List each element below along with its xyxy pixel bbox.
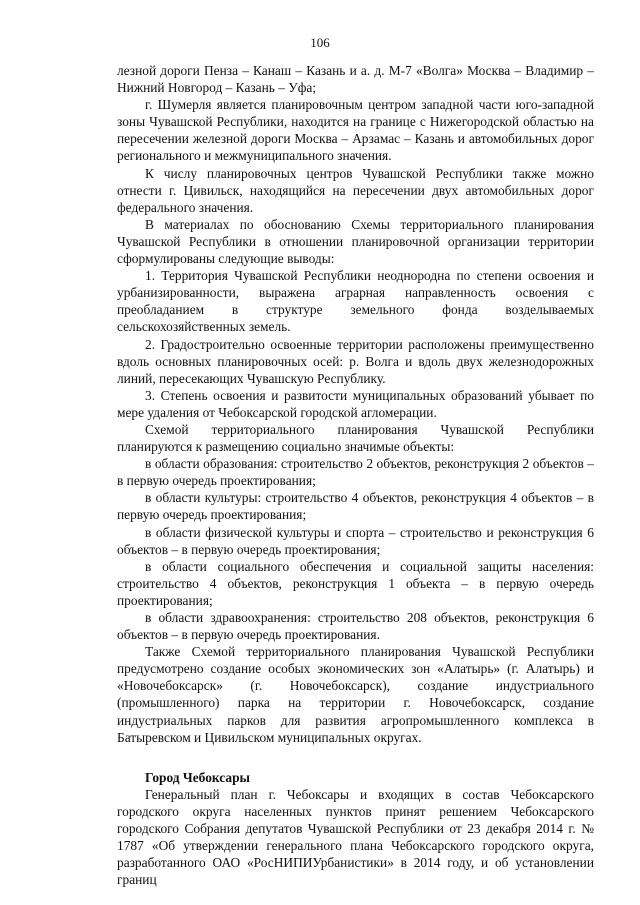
paragraph-conclusion-3: 3. Степень освоения и развитости муниципальных образований убывает по мере удаления от Чебоксарской городской агломерации. bbox=[117, 387, 594, 420]
paragraph-social-protection: в области социального обеспечения и социальной защиты населения: строительство 4 объектов, реконструкция 1 объекта – в первую очередь проектирования; bbox=[117, 558, 594, 608]
paragraph-general-plan: Генеральный план г. Чебоксары и входящих в состав Чебоксарского городского округа населенных пунктов принят решением Чебоксарского городского Собрания депутатов Чувашской Республики от 23 декабря 2014 г. № 1787 «Об утверждении генерального плана Чебоксарского городского округа, разработанного ОАО «РосНИПИУрбанистики» в 2014 году, и об установлении границ bbox=[117, 786, 594, 888]
paragraph-healthcare: в области здравоохранения: строительство 208 объектов, реконструкция 6 объектов – в первую очередь проектирования. bbox=[117, 610, 594, 643]
paragraph-education: в области образования: строительство 2 объектов, реконструкция 2 объектов – в первую очередь проектирования; bbox=[117, 456, 594, 489]
paragraph-shumerlya: г. Шумерля является планировочным центром западной части юго-западной зоны Чувашской Республики, находится на границе с Нижегородской областью на пересечении железной дороги Москва – Арзамас – Казань и автомобильных дорог регионального и межмуниципального значения. bbox=[117, 97, 594, 164]
paragraph-sport: в области физической культуры и спорта – строительство и реконструкция 6 объектов – в первую очередь проектирования; bbox=[117, 524, 594, 557]
paragraph-conclusion-2: 2. Градостроительно освоенные территории расположены преимущественно вдоль основных планировочных осей: р. Волга и вдоль двух железнодорожных линий, пересекающих Чувашскую Республику. bbox=[117, 336, 594, 386]
paragraph-continuation: лезной дороги Пенза – Канаш – Казань и а. д. М-7 «Волга» Москва – Владимир – Нижний Новгород – Казань – Уфа; bbox=[117, 63, 594, 96]
page-number: 106 bbox=[310, 35, 330, 50]
paragraph-social-objects-intro: Схемой территориального планирования Чувашской Республики планируются к размещению социально значимые объекты: bbox=[117, 421, 594, 455]
document-body bbox=[117, 62, 594, 888]
paragraph-conclusion-1: 1. Территория Чувашской Республики неоднородна по степени освоения и урбанизированности, выражена аграрная направленность освоения с преобладанием в структуре земельного фонда возделываемых сельскохозяйственных земель. bbox=[117, 268, 594, 335]
paragraph-economic-zones: Также Схемой территориального планирования Чувашской Республики предусмотрено создание особых экономических зон «Алатырь» (г. Алатырь) и «Новочебоксарск» (г. Новочебоксарск), создание индустриального (промышленного) парка на территории г. Новочебоксарск, создание индустриальных парков для развития агропромышленного комплекса в Батыревском и Цивильском муниципальных округах. bbox=[117, 644, 594, 745]
section-heading: Город Чебоксары bbox=[145, 769, 250, 785]
paragraph-tsivilsk: К числу планировочных центров Чувашской Республики также можно отнести г. Цивильск, находящийся на пересечении двух автомобильных дорог федерального значения. bbox=[117, 165, 594, 215]
paragraph-conclusions-intro: В материалах по обоснованию Схемы территориального планирования Чувашской Республики в отношении планировочной организации территории сформулированы следующие выводы: bbox=[117, 216, 594, 267]
paragraph-culture: в области культуры: строительство 4 объектов, реконструкция 4 объектов – в первую очередь проектирования; bbox=[117, 490, 594, 523]
